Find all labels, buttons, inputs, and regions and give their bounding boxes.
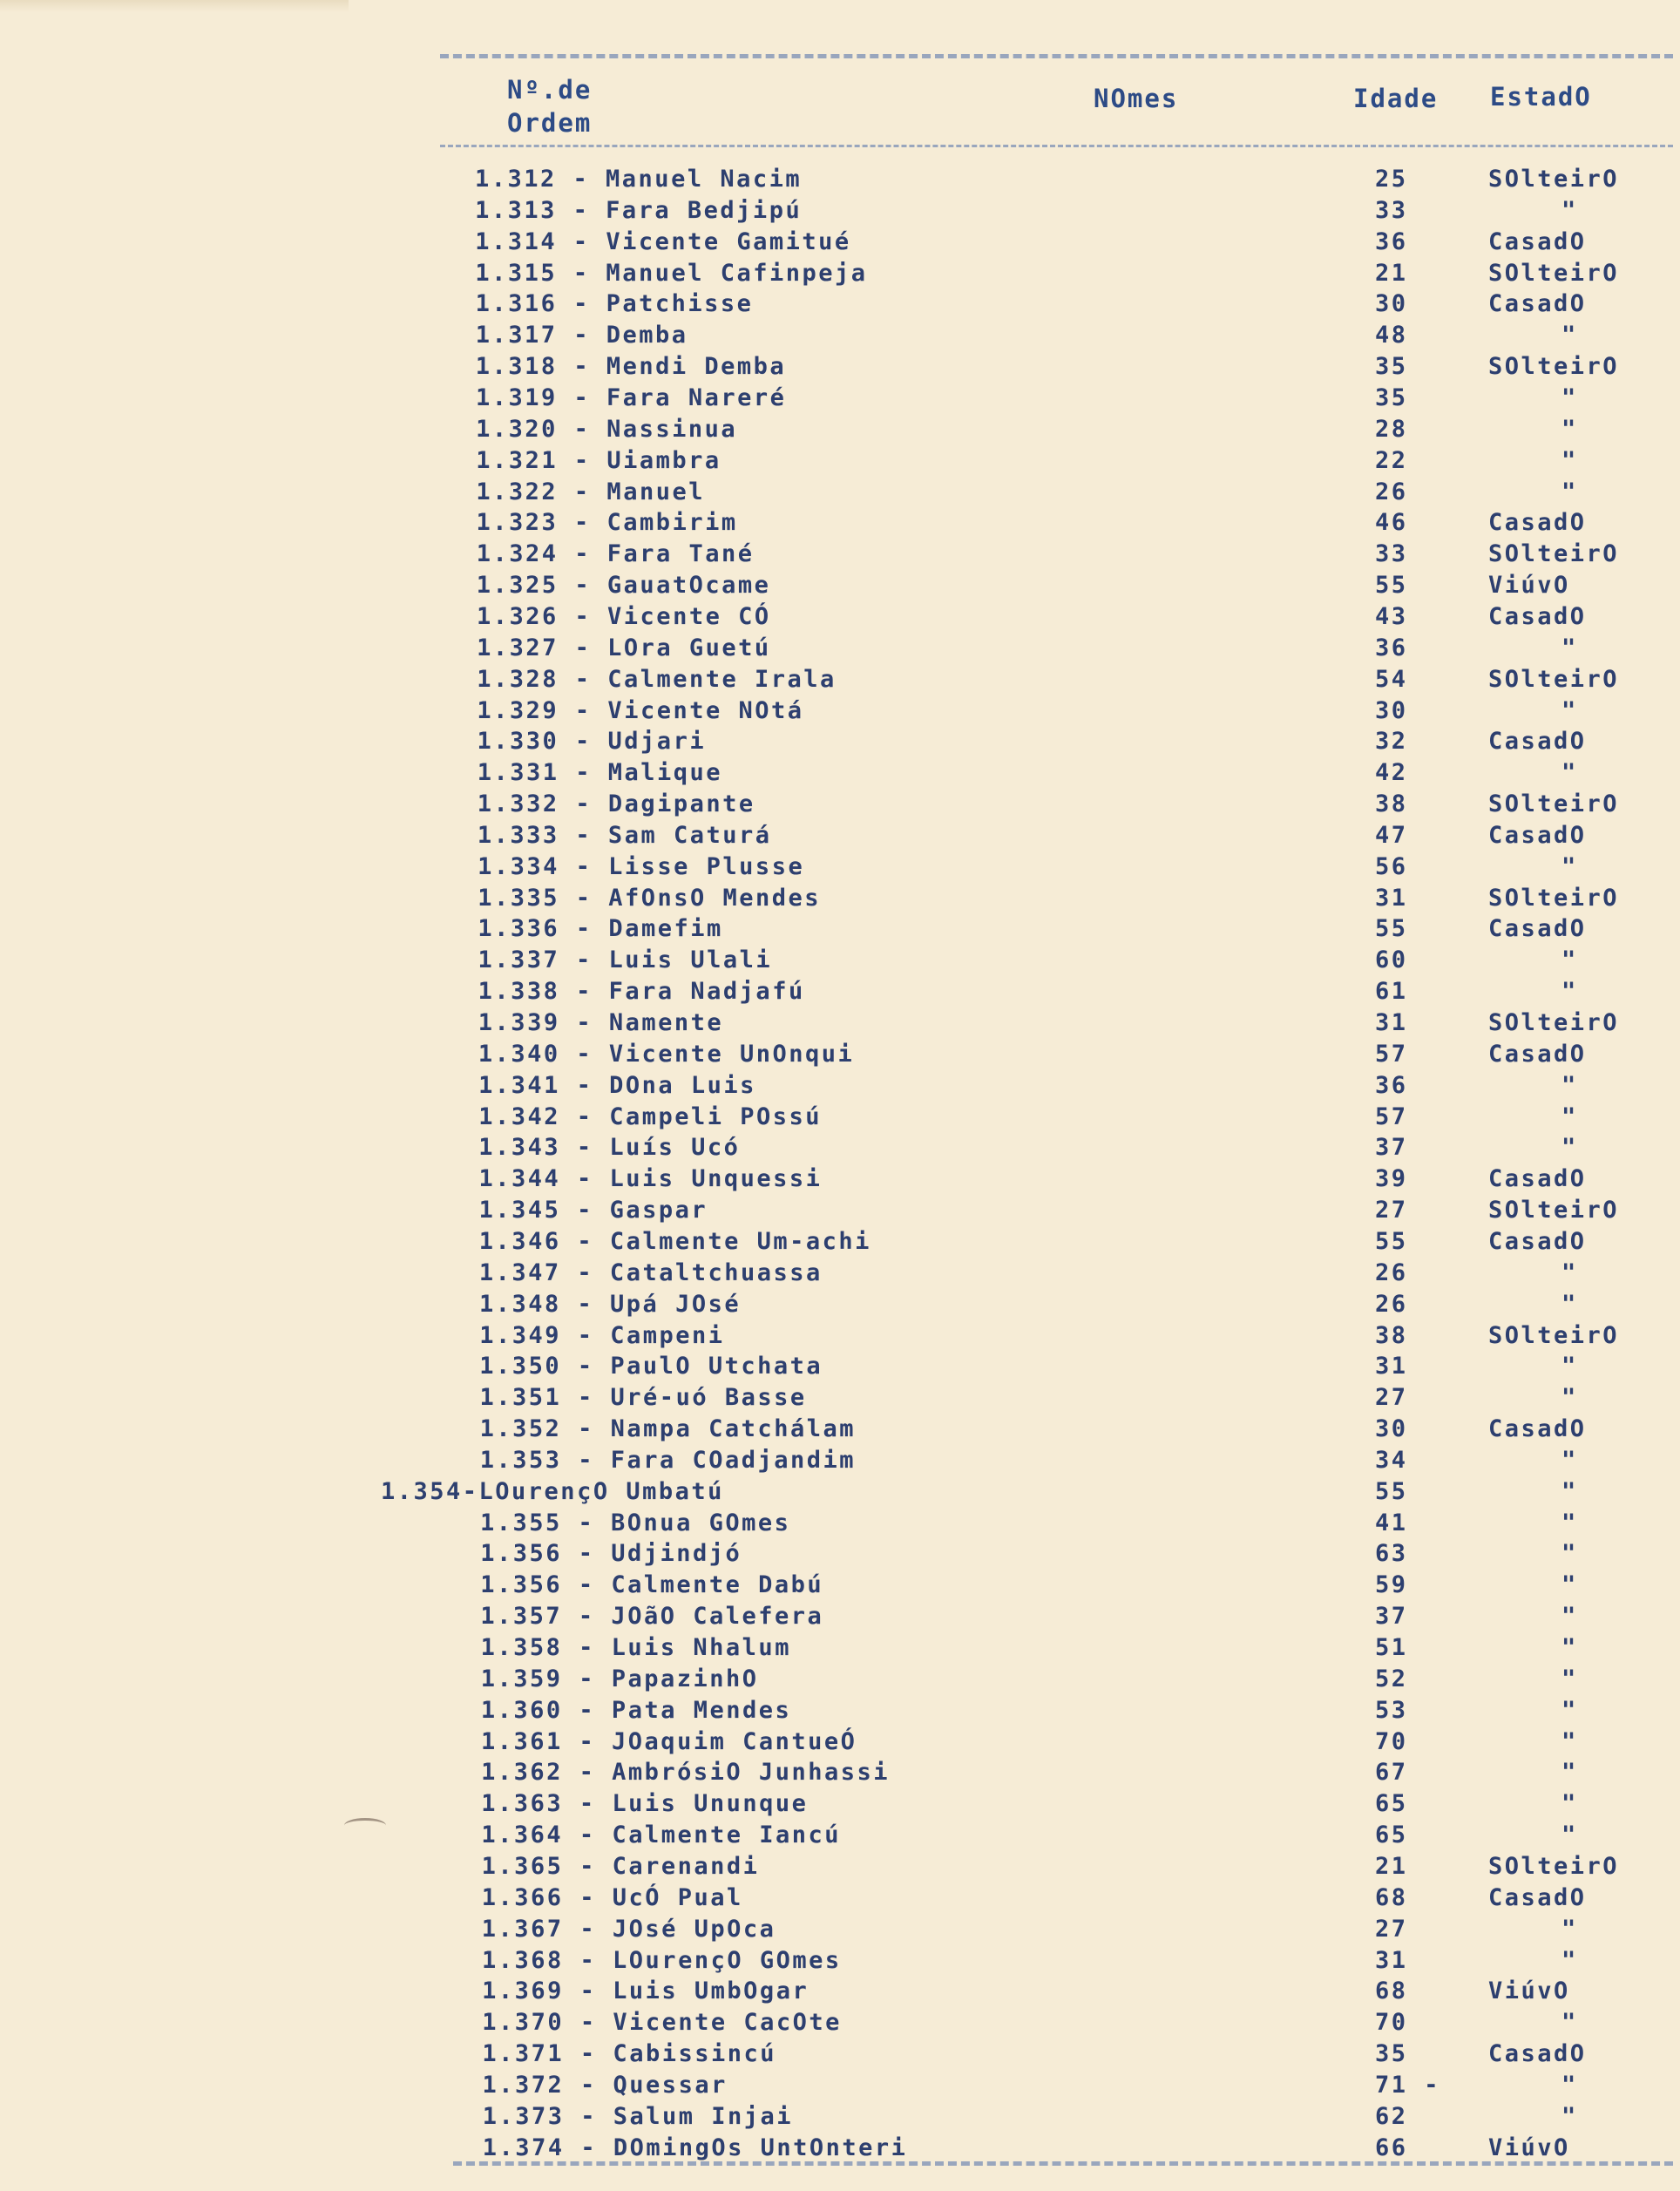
status-ditto-mark: " <box>1561 696 1578 724</box>
table-row <box>0 1945 1680 1977</box>
table-row <box>0 1070 1680 1102</box>
entry-text: 1.349 - Campeni <box>479 1321 725 1349</box>
table-row <box>0 1320 1680 1352</box>
status-cell: SOlteirO <box>1488 665 1620 693</box>
entry-text: 1.339 - Namente <box>478 1009 724 1036</box>
age-cell: 51 <box>1375 1634 1408 1661</box>
status-ditto-mark: " <box>1561 946 1578 974</box>
entry-text: 1.334 - Lisse Plusse <box>478 852 805 880</box>
entry-text: 1.329 - Vicente NOtá <box>477 696 804 724</box>
pen-mark <box>344 1818 386 1833</box>
table-row <box>0 1351 1680 1382</box>
table-row <box>0 414 1680 445</box>
age-cell: 30 <box>1375 290 1408 318</box>
age-cell: 42 <box>1375 759 1408 787</box>
entry-text: 1.353 - Fara COadjandim <box>479 1446 857 1474</box>
status-cell: SOlteirO <box>1488 1009 1620 1036</box>
entry-text: 1.355 - BOnua GOmes <box>480 1509 791 1536</box>
table-row <box>0 1538 1680 1570</box>
entry-text: 1.318 - Mendi Demba <box>475 353 787 381</box>
status-cell: ViúvO <box>1488 2133 1570 2161</box>
status-ditto-mark: " <box>1561 1571 1578 1599</box>
age-cell: 70 <box>1375 1727 1408 1755</box>
table-row <box>0 2133 1680 2164</box>
table-row <box>0 383 1680 414</box>
entry-text: 1.315 - Manuel Cafinpeja <box>475 259 868 287</box>
entry-text: 1.346 - Calmente Um-achi <box>478 1227 871 1255</box>
table-row <box>0 227 1680 258</box>
table-row <box>0 507 1680 539</box>
entry-text: 1.322 - Manuel <box>476 478 705 505</box>
status-cell: CasadO <box>1488 915 1587 943</box>
entry-text: 1.327 - LOra Guetú <box>477 634 771 661</box>
entry-text: 1.321 - Uiambra <box>476 446 721 474</box>
entry-text: 1.350 - PaulO Utchata <box>479 1353 823 1380</box>
age-cell: 52 <box>1375 1665 1408 1692</box>
table-row <box>0 1289 1680 1320</box>
age-cell: 39 <box>1375 1165 1408 1193</box>
status-cell: SOlteirO <box>1488 1197 1620 1224</box>
entry-text: 1.364 - Calmente Iancú <box>481 1821 842 1849</box>
age-cell: 55 <box>1375 915 1408 943</box>
status-ditto-mark: " <box>1561 1946 1578 1974</box>
table-row <box>0 726 1680 757</box>
table-row <box>0 1695 1680 1726</box>
age-cell: 31 <box>1375 884 1408 912</box>
status-ditto-mark: " <box>1561 1759 1578 1787</box>
entry-text: 1.372 - Quessar <box>482 2071 728 2099</box>
table-row <box>0 477 1680 508</box>
status-cell: SOlteirO <box>1488 1321 1620 1349</box>
entry-text: 1.313 - Fara Bedjipú <box>475 196 803 224</box>
age-cell: 48 <box>1375 322 1408 349</box>
table-row <box>0 2101 1680 2133</box>
table-row <box>0 851 1680 883</box>
table-row <box>0 2007 1680 2038</box>
table-row <box>0 1163 1680 1195</box>
table-row <box>0 2038 1680 2070</box>
table-row <box>0 1976 1680 2007</box>
age-cell: 57 <box>1375 1102 1408 1130</box>
entry-text: 1.335 - AfOnsO Mendes <box>478 884 822 912</box>
entry-text: 1.363 - Luis Ununque <box>481 1790 809 1818</box>
table-row <box>0 288 1680 320</box>
table-row <box>0 1882 1680 1914</box>
table-row <box>0 1851 1680 1882</box>
age-cell: 38 <box>1375 1321 1408 1349</box>
entry-text: 1.360 - Pata Mendes <box>480 1696 792 1724</box>
age-cell: 34 <box>1375 1446 1408 1474</box>
age-cell: 27 <box>1375 1384 1408 1412</box>
age-cell: 63 <box>1375 1540 1408 1568</box>
status-cell: ViúvO <box>1488 572 1570 600</box>
status-cell: SOlteirO <box>1488 884 1620 912</box>
entry-text: 1.361 - JOaquim CantueÓ <box>481 1727 857 1755</box>
status-cell: SOlteirO <box>1488 166 1620 193</box>
entry-text: 1.356 - Udjindjó <box>480 1540 742 1568</box>
status-cell: SOlteirO <box>1488 1852 1620 1880</box>
status-ditto-mark: " <box>1561 1258 1578 1286</box>
table-row <box>0 539 1680 570</box>
table-row <box>0 1132 1680 1163</box>
entry-text: 1.337 - Luis Ulali <box>478 946 773 974</box>
table-row <box>0 1726 1680 1758</box>
status-ditto-mark: " <box>1561 1665 1578 1692</box>
entry-text: 1.330 - Udjari <box>477 728 707 756</box>
status-ditto-mark: " <box>1561 978 1578 1006</box>
table-row <box>0 164 1680 195</box>
table-row <box>0 1508 1680 1539</box>
entry-text: 1.340 - Vicente UnOnqui <box>478 1040 855 1068</box>
age-cell: 37 <box>1375 1134 1408 1162</box>
table-row <box>0 1601 1680 1632</box>
status-ditto-mark: " <box>1561 1696 1578 1724</box>
entry-text: 1.366 - UcÓ Pual <box>481 1883 743 1911</box>
entry-text: 1.341 - DOna Luis <box>478 1071 756 1099</box>
entry-text: 1.367 - JOsé UpOca <box>481 1915 776 1943</box>
table-row <box>0 351 1680 383</box>
entry-text: 1.369 - Luis UmbOgar <box>482 1977 810 2005</box>
status-ditto-mark: " <box>1561 1540 1578 1568</box>
age-cell: 41 <box>1375 1509 1408 1536</box>
age-cell: 65 <box>1375 1821 1408 1849</box>
entry-text: 1.343 - Luís Ucó <box>478 1134 741 1162</box>
status-cell: SOlteirO <box>1488 353 1620 381</box>
status-ditto-mark: " <box>1561 1134 1578 1162</box>
entry-text: 1.320 - Nassinua <box>476 415 738 443</box>
status-ditto-mark: " <box>1561 2102 1578 2130</box>
age-cell: 56 <box>1375 852 1408 880</box>
age-cell: 25 <box>1375 166 1408 193</box>
age-cell: 55 <box>1375 1477 1408 1505</box>
entry-text: 1.328 - Calmente Irala <box>477 665 837 693</box>
table-row <box>0 757 1680 789</box>
age-cell: 68 <box>1375 1883 1408 1911</box>
entry-text: 1.368 - LOurençO GOmes <box>482 1946 842 1974</box>
entry-text: 1.356 - Calmente Dabú <box>480 1571 824 1599</box>
age-cell: 31 <box>1375 1946 1408 1974</box>
entry-text: 1.351 - Uré-uó Basse <box>479 1384 807 1412</box>
entry-text: 1.347 - Cataltchuassa <box>478 1258 823 1286</box>
age-cell: 27 <box>1375 1915 1408 1943</box>
age-cell: 70 <box>1375 2009 1408 2037</box>
entry-text: 1.344 - Luis Unquessi <box>478 1165 823 1193</box>
table-row <box>0 445 1680 477</box>
table-row <box>0 976 1680 1007</box>
status-ditto-mark: " <box>1561 759 1578 787</box>
age-cell: 57 <box>1375 1040 1408 1068</box>
status-ditto-mark: " <box>1561 1634 1578 1661</box>
age-cell: 31 <box>1375 1353 1408 1380</box>
age-cell: 26 <box>1375 1258 1408 1286</box>
status-ditto-mark: " <box>1561 1102 1578 1130</box>
status-ditto-mark: " <box>1561 1727 1578 1755</box>
status-cell: SOlteirO <box>1488 259 1620 287</box>
header-number-line1: Nº.de <box>507 75 593 105</box>
status-cell: CasadO <box>1488 728 1587 756</box>
table-row <box>0 1226 1680 1258</box>
entry-text: 1.354-LOurençO Umbatú <box>381 1477 724 1505</box>
table-row <box>0 883 1680 914</box>
status-cell: CasadO <box>1488 821 1587 849</box>
age-cell: 54 <box>1375 665 1408 693</box>
age-cell: 38 <box>1375 790 1408 817</box>
status-ditto-mark: " <box>1561 1071 1578 1099</box>
status-ditto-mark: " <box>1561 1509 1578 1536</box>
bottom-typed-rule <box>453 2161 1673 2166</box>
status-ditto-mark: " <box>1561 1446 1578 1474</box>
table-row <box>0 664 1680 695</box>
paper-fold-edge <box>0 0 349 12</box>
age-cell: 36 <box>1375 227 1408 255</box>
status-ditto-mark: " <box>1561 415 1578 443</box>
status-cell: CasadO <box>1488 227 1587 255</box>
age-cell: 35 <box>1375 2040 1408 2067</box>
table-row <box>0 945 1680 976</box>
table-row <box>0 1664 1680 1695</box>
entry-text: 1.374 - DOmingOs UntOnteri <box>482 2133 908 2161</box>
age-cell: 47 <box>1375 821 1408 849</box>
table-row <box>0 195 1680 227</box>
table-row <box>0 1632 1680 1664</box>
top-typed-rule <box>440 54 1673 58</box>
table-row <box>0 913 1680 945</box>
header-names-label: NOmes <box>1094 84 1179 113</box>
entry-text: 1.336 - Damefim <box>478 915 723 943</box>
status-cell: SOlteirO <box>1488 540 1620 568</box>
status-ditto-mark: " <box>1561 1790 1578 1818</box>
age-cell: 61 <box>1375 978 1408 1006</box>
entry-text: 1.362 - AmbrósiO Junhassi <box>481 1759 890 1787</box>
table-row <box>0 601 1680 633</box>
entry-text: 1.317 - Demba <box>475 322 688 349</box>
age-cell: 59 <box>1375 1571 1408 1599</box>
entry-text: 1.331 - Malique <box>477 759 723 787</box>
age-cell: 22 <box>1375 446 1408 474</box>
table-row <box>0 1007 1680 1039</box>
entry-text: 1.316 - Patchisse <box>475 290 754 318</box>
age-cell: 53 <box>1375 1696 1408 1724</box>
header-age-label: Idade <box>1353 84 1439 113</box>
table-row <box>0 789 1680 820</box>
status-ditto-mark: " <box>1561 384 1578 411</box>
status-ditto-mark: " <box>1561 1477 1578 1505</box>
status-cell: CasadO <box>1488 509 1587 537</box>
age-cell: 26 <box>1375 478 1408 505</box>
table-row <box>0 1445 1680 1476</box>
status-cell: CasadO <box>1488 1040 1587 1068</box>
header-divider <box>440 145 1673 147</box>
status-cell: ViúvO <box>1488 1977 1570 2005</box>
entry-text: 1.332 - Dagipante <box>477 790 755 817</box>
status-cell: CasadO <box>1488 602 1587 630</box>
age-cell: 46 <box>1375 509 1408 537</box>
entry-text: 1.365 - Carenandi <box>481 1852 760 1880</box>
age-cell: 32 <box>1375 728 1408 756</box>
status-cell: CasadO <box>1488 1415 1587 1442</box>
table-row <box>0 320 1680 351</box>
status-cell: CasadO <box>1488 1165 1587 1193</box>
age-cell: 43 <box>1375 602 1408 630</box>
age-cell: 31 <box>1375 1009 1408 1036</box>
age-cell: 28 <box>1375 415 1408 443</box>
table-row <box>0 1102 1680 1133</box>
entry-text: 1.312 - Manuel Nacim <box>475 166 803 193</box>
header-number-line2: Ordem <box>507 108 593 138</box>
entry-text: 1.319 - Fara Nareré <box>476 384 787 411</box>
age-cell: 65 <box>1375 1790 1408 1818</box>
table-row <box>0 1570 1680 1601</box>
entry-text: 1.348 - Upá JOsé <box>479 1290 742 1318</box>
status-ditto-mark: " <box>1561 634 1578 661</box>
status-ditto-mark: " <box>1561 196 1578 224</box>
age-cell: 30 <box>1375 1415 1408 1442</box>
status-ditto-mark: " <box>1561 1821 1578 1849</box>
age-cell: 35 <box>1375 384 1408 411</box>
age-cell: 66 <box>1375 2133 1408 2161</box>
status-cell: CasadO <box>1488 1883 1587 1911</box>
table-row <box>0 570 1680 601</box>
age-cell: 71 - <box>1375 2071 1441 2099</box>
entry-text: 1.326 - Vicente CÓ <box>477 602 771 630</box>
entry-text: 1.342 - Campeli POssú <box>478 1102 823 1130</box>
age-cell: 30 <box>1375 696 1408 724</box>
table-row <box>0 1788 1680 1820</box>
entry-text: 1.333 - Sam Caturá <box>477 821 772 849</box>
table-row <box>0 1476 1680 1508</box>
age-cell: 26 <box>1375 1290 1408 1318</box>
age-cell: 62 <box>1375 2102 1408 2130</box>
table-row <box>0 1914 1680 1945</box>
table-row <box>0 1414 1680 1445</box>
entry-text: 1.359 - PapazinhO <box>480 1665 759 1692</box>
table-row <box>0 695 1680 727</box>
age-cell: 36 <box>1375 634 1408 661</box>
status-cell: CasadO <box>1488 1227 1587 1255</box>
table-row <box>0 1039 1680 1070</box>
entry-text: 1.314 - Vicente Gamitué <box>475 227 851 255</box>
status-cell: CasadO <box>1488 2040 1587 2067</box>
table-row <box>0 2070 1680 2101</box>
age-cell: 36 <box>1375 1071 1408 1099</box>
status-ditto-mark: " <box>1561 322 1578 349</box>
age-cell: 68 <box>1375 1977 1408 2005</box>
age-cell: 35 <box>1375 353 1408 381</box>
entry-text: 1.358 - Luis Nhalum <box>480 1634 791 1661</box>
entry-text: 1.324 - Fara Tané <box>476 540 755 568</box>
age-cell: 55 <box>1375 1227 1408 1255</box>
age-cell: 37 <box>1375 1603 1408 1631</box>
age-cell: 27 <box>1375 1197 1408 1224</box>
table-row <box>0 633 1680 664</box>
entry-text: 1.323 - Cambirim <box>476 509 738 537</box>
status-ditto-mark: " <box>1561 446 1578 474</box>
status-ditto-mark: " <box>1561 1290 1578 1318</box>
status-ditto-mark: " <box>1561 478 1578 505</box>
status-ditto-mark: " <box>1561 1353 1578 1380</box>
entry-text: 1.373 - Salum Injai <box>482 2102 794 2130</box>
entry-text: 1.325 - GauatOcame <box>476 572 771 600</box>
table-row <box>0 1757 1680 1788</box>
age-cell: 21 <box>1375 259 1408 287</box>
table-row <box>0 258 1680 289</box>
age-cell: 60 <box>1375 946 1408 974</box>
status-ditto-mark: " <box>1561 1915 1578 1943</box>
table-row <box>0 1258 1680 1289</box>
entry-text: 1.370 - Vicente CacOte <box>482 2009 842 2037</box>
entry-text: 1.371 - Cabissincú <box>482 2040 776 2067</box>
entry-text: 1.338 - Fara Nadjafú <box>478 978 805 1006</box>
table-row <box>0 1195 1680 1226</box>
table-row <box>0 1820 1680 1851</box>
age-cell: 21 <box>1375 1852 1408 1880</box>
header-status-label: EstadO <box>1490 82 1592 112</box>
status-cell: CasadO <box>1488 290 1587 318</box>
table-row <box>0 1382 1680 1414</box>
status-cell: SOlteirO <box>1488 790 1620 817</box>
age-cell: 67 <box>1375 1759 1408 1787</box>
status-ditto-mark: " <box>1561 2071 1578 2099</box>
status-ditto-mark: " <box>1561 1384 1578 1412</box>
status-ditto-mark: " <box>1561 2009 1578 2037</box>
age-cell: 33 <box>1375 540 1408 568</box>
age-cell: 55 <box>1375 572 1408 600</box>
age-cell: 33 <box>1375 196 1408 224</box>
header-number-label <box>507 73 592 139</box>
table-row <box>0 820 1680 851</box>
entry-text: 1.345 - Gaspar <box>478 1197 708 1224</box>
entry-text: 1.357 - JOãO Calefera <box>480 1603 824 1631</box>
entry-text: 1.352 - Nampa Catchálam <box>479 1415 856 1442</box>
status-ditto-mark: " <box>1561 852 1578 880</box>
status-ditto-mark: " <box>1561 1603 1578 1631</box>
